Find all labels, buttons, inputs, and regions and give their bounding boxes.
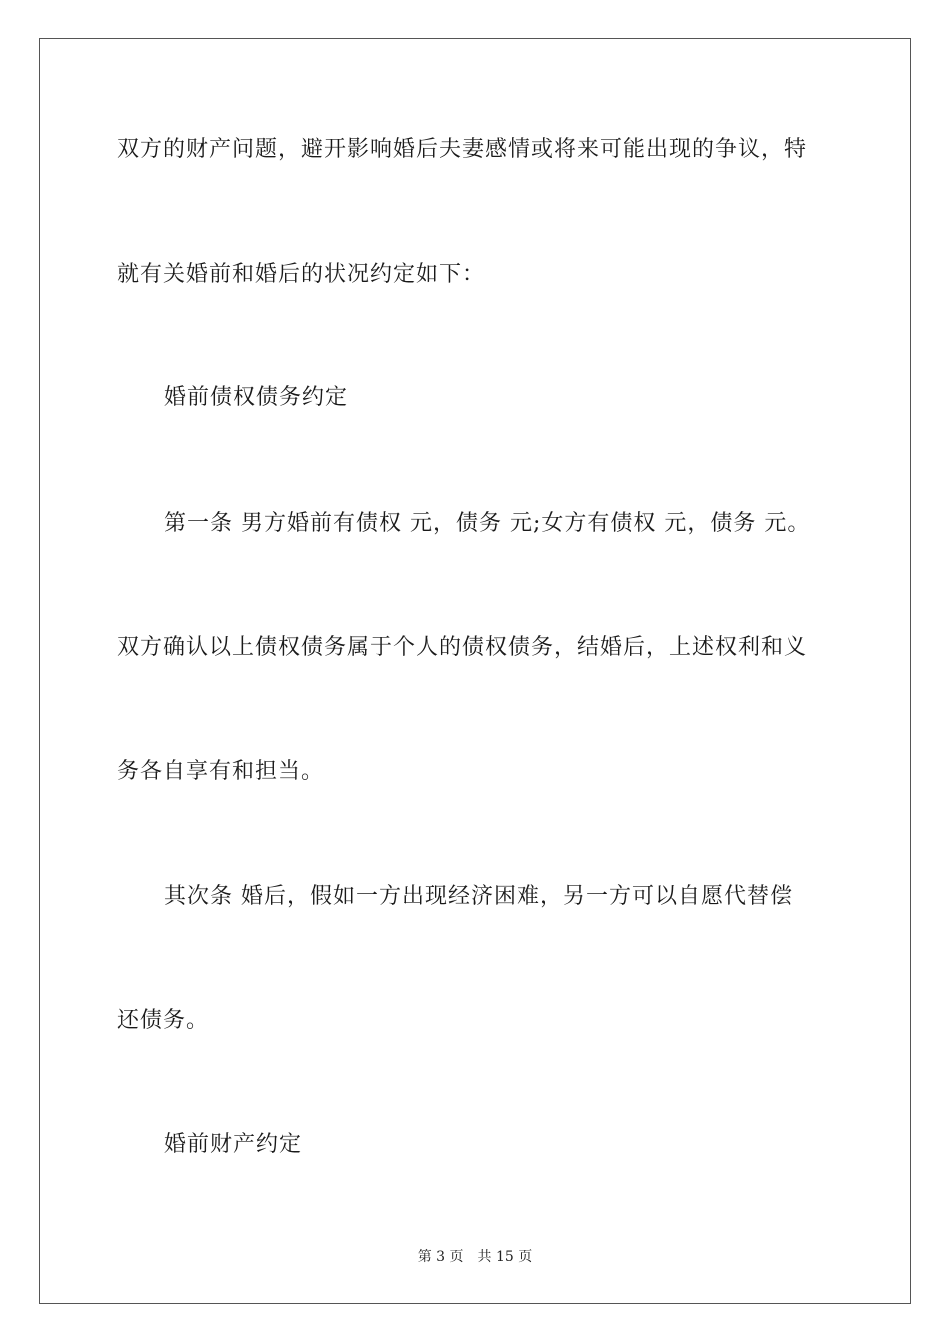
page-border (39, 38, 911, 1304)
page-total: 共 15 页 (477, 1249, 533, 1265)
section-heading-debts: 婚前债权债务约定 (164, 385, 349, 410)
article-two-line-2: 还债务。 (117, 1008, 210, 1033)
article-one-line-2: 双方确认以上债权债务属于个人的债权债务，结婚后，上述权利和义 (117, 635, 808, 660)
page-number: 第 3 页 (417, 1249, 464, 1265)
section-heading-property: 婚前财产约定 (164, 1132, 303, 1157)
page-footer (0, 1248, 950, 1266)
paragraph-line-1: 双方的财产问题，避开影响婚后夫妻感情或将来可能出现的争议，特 (117, 137, 808, 162)
article-two-line-1: 其次条 婚后，假如一方出现经济困难，另一方可以自愿代替偿 (164, 884, 793, 909)
article-one-line-1: 第一条 男方婚前有债权 元，债务 元;女方有债权 元，债务 元。 (164, 511, 811, 536)
article-one-line-3: 务各自享有和担当。 (117, 759, 325, 784)
paragraph-line-2: 就有关婚前和婚后的状况约定如下： (117, 262, 486, 287)
